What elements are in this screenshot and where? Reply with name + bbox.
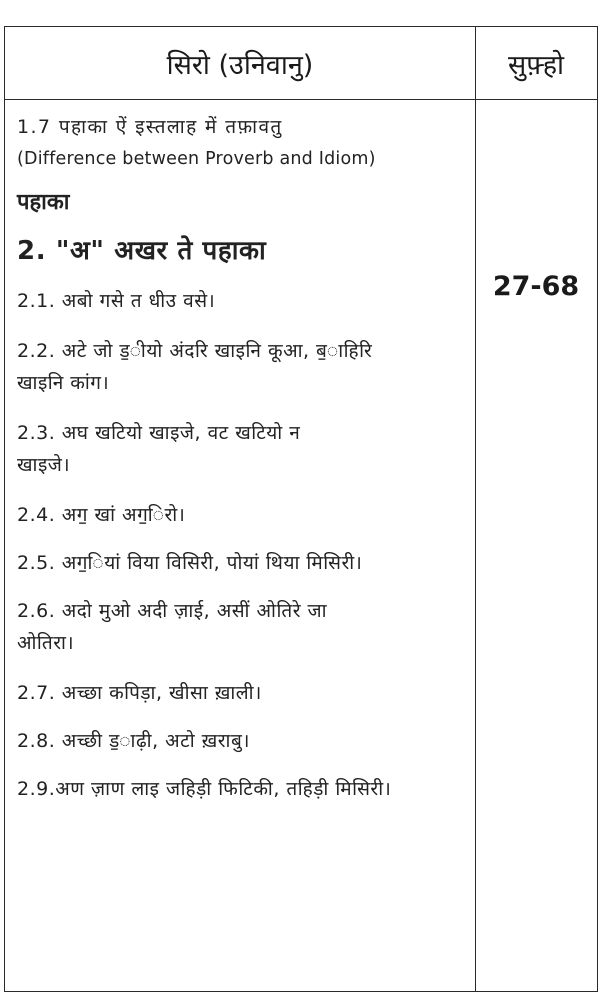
- toc-item: [17, 547, 467, 579]
- header-page: सुफ़्हो: [507, 49, 565, 81]
- header-divider: [5, 99, 597, 100]
- section-heading: पहाका: [17, 190, 70, 215]
- intro-line: 1.7 पहाका ऐं इस्तलाह में तफ़ावतु: [17, 116, 283, 138]
- toc-item-line: खाइजे।: [17, 454, 71, 476]
- toc-item-line: 2.2. अटे जो ड॒ीयो अंदरि खाइनि कूआ, ब॒ाहिरि: [17, 340, 373, 362]
- toc-item-line: 2.1. अबो गसे त धीउ वसे।: [17, 290, 216, 312]
- toc-item-line: 2.4. अग॒ खां अग॒िरो।: [17, 504, 186, 526]
- column-divider: [475, 27, 476, 991]
- page-range: 27-68: [492, 271, 580, 302]
- toc-item: [17, 285, 467, 317]
- toc-table: [4, 26, 598, 992]
- header-title: सिरो (उनिवानु): [166, 49, 314, 81]
- toc-item-line: ओतिरा।: [17, 632, 75, 654]
- toc-item: [17, 725, 467, 757]
- toc-item: [17, 499, 467, 531]
- toc-item-line: 2.9.अण ज़ाण लाइ जहिड़ी फिटिकी, तहिड़ी मिसिरी।: [17, 778, 392, 800]
- toc-item: [17, 595, 467, 659]
- toc-item: [17, 417, 467, 481]
- toc-item-line: 2.3. अघ खटियो खाइजे, वट खटियो न: [17, 422, 301, 444]
- intro-english-line: (Difference between Proverb and Idiom): [17, 149, 376, 169]
- toc-item-line: 2.6. अदो मुओ अदी ज़ाई, असीं ओतिरे जा: [17, 600, 328, 622]
- toc-item-line: 2.5. अग॒ियां विया विसिरी, पोयां थिया मिसिरी।: [17, 552, 363, 574]
- toc-item: [17, 773, 467, 805]
- toc-item-line: 2.8. अच्छी ड॒ाढ़ी, अटो ख़राबु।: [17, 730, 250, 752]
- toc-item-line: खाइनि कांग।: [17, 372, 110, 394]
- chapter-heading: 2. "अ" अखर ते पहाका: [17, 236, 267, 266]
- toc-entries: [17, 101, 467, 805]
- toc-item-line: 2.7. अच्छा कपिड़ा, खीसा ख़ाली।: [17, 682, 262, 704]
- toc-item: [17, 335, 467, 399]
- toc-item: [17, 677, 467, 709]
